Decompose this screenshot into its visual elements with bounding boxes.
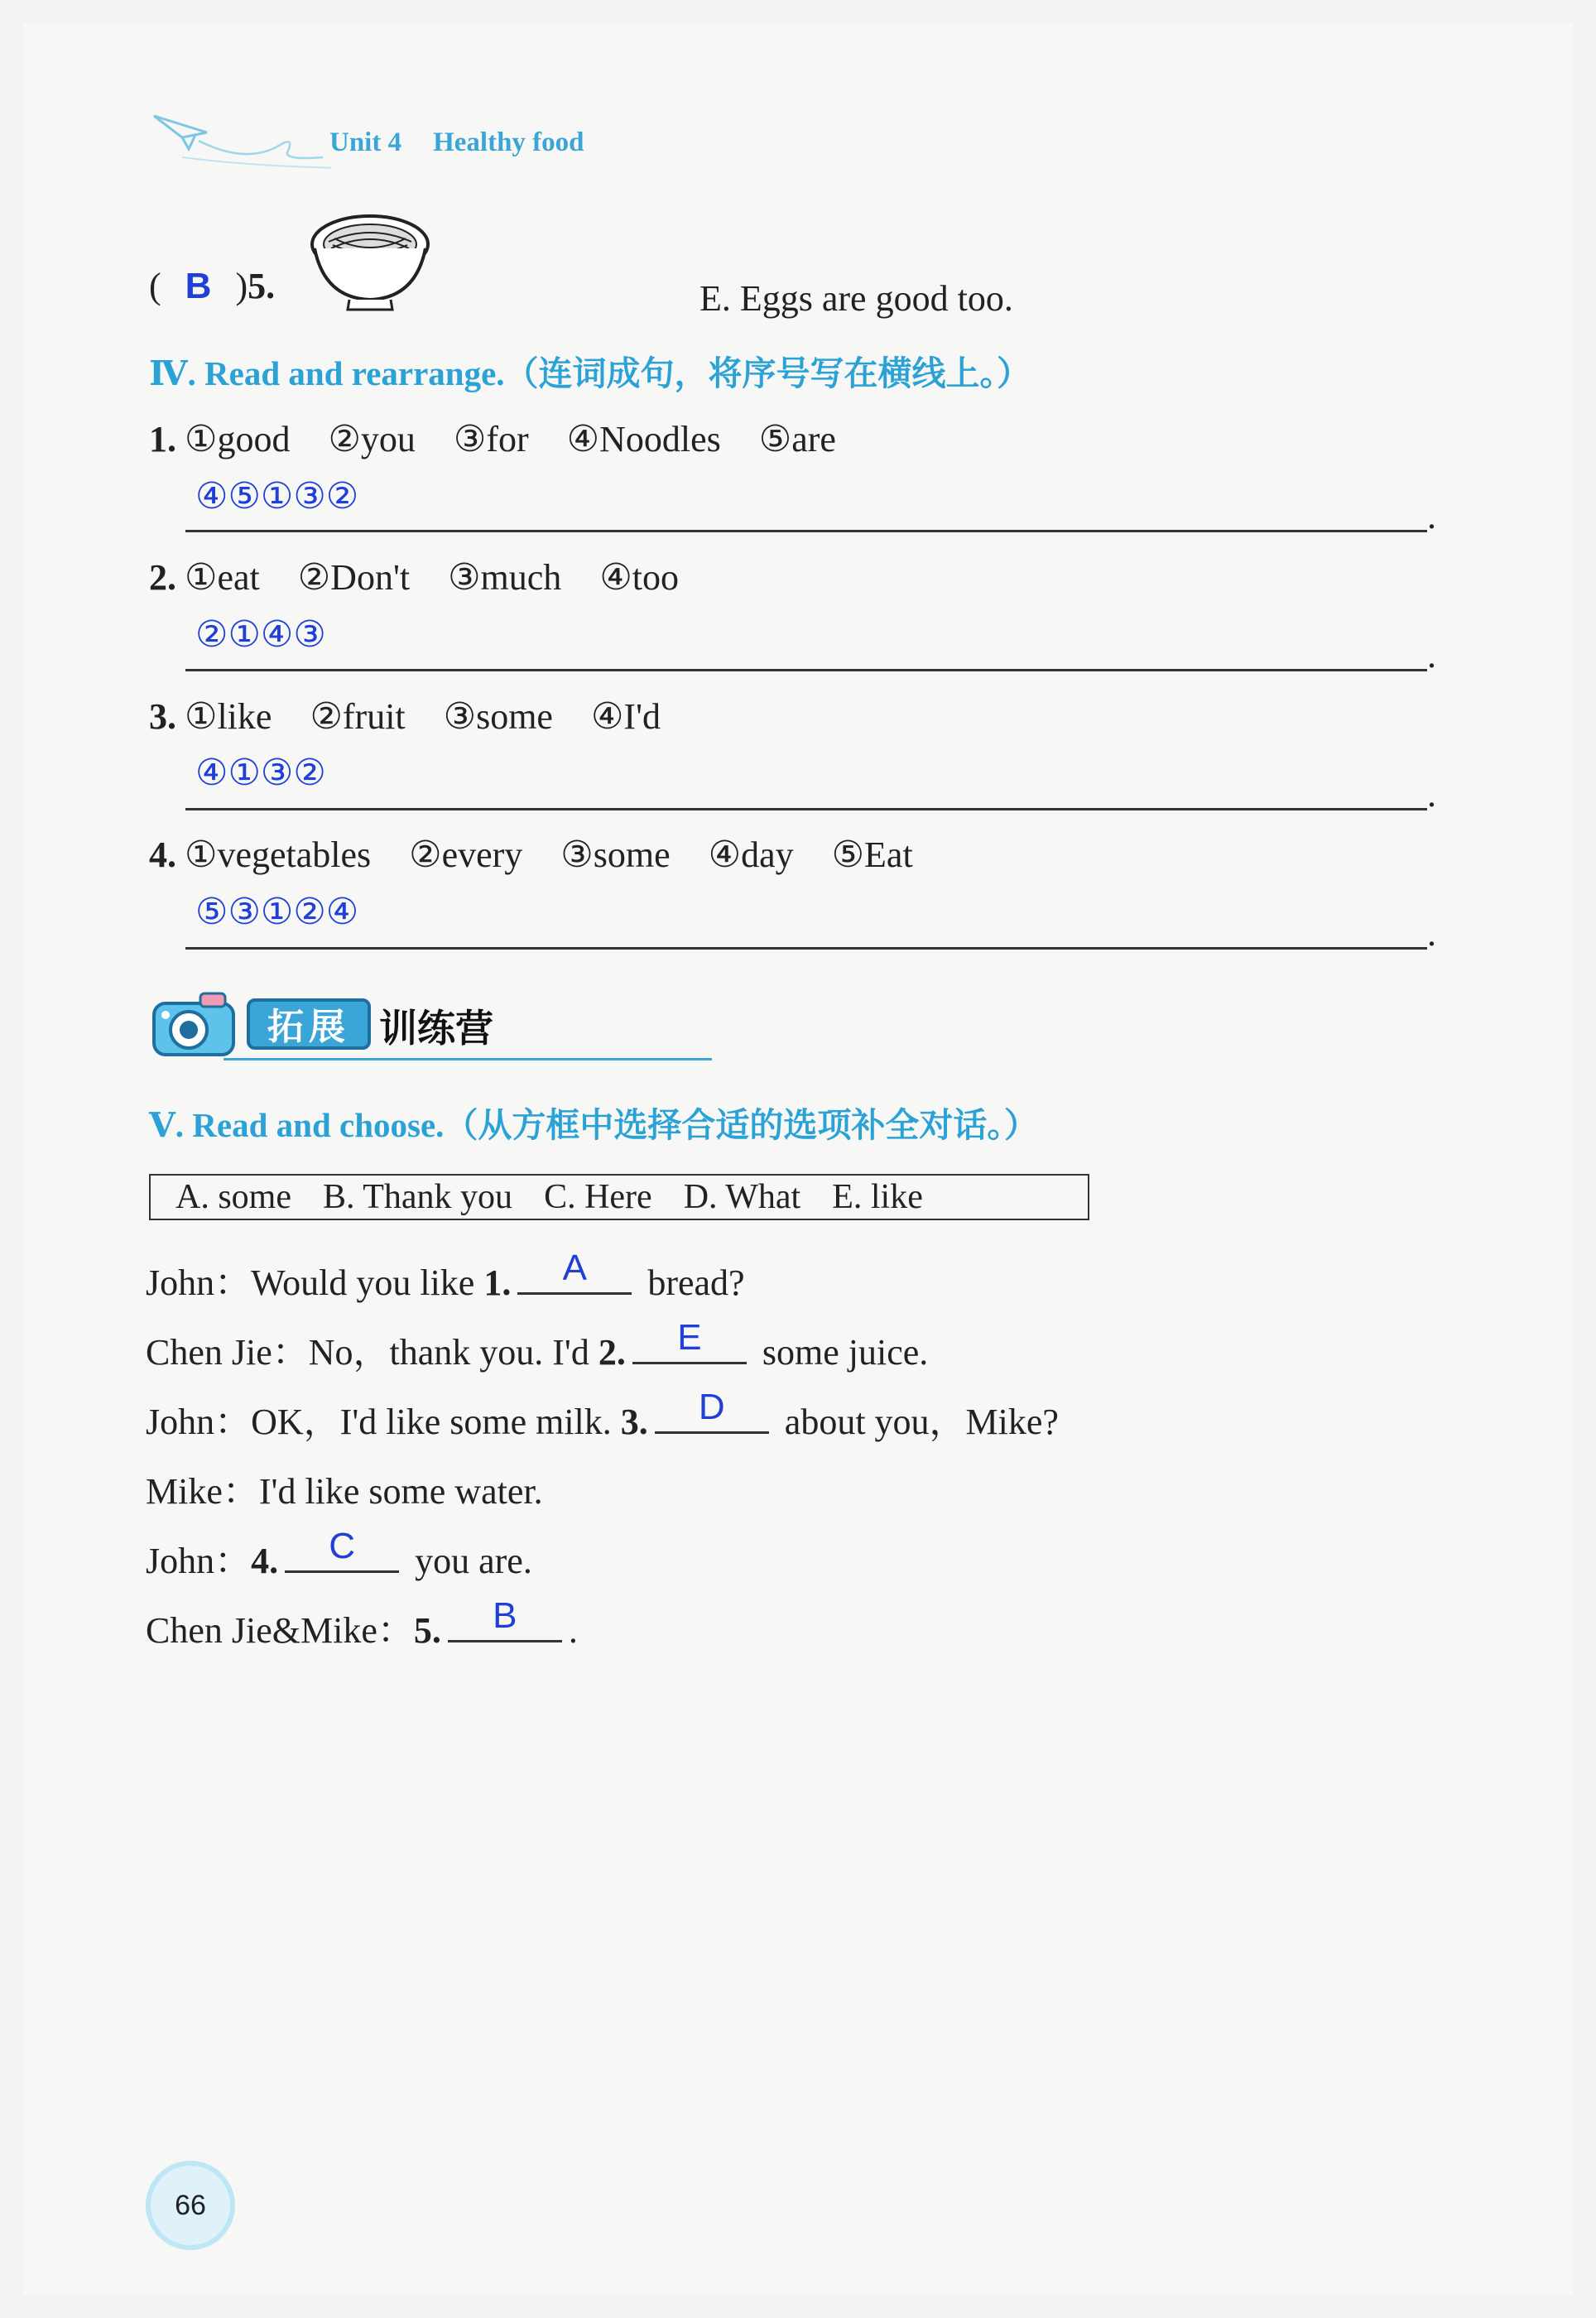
rearrange-item-1: 1. ①good ②you ③for ④Noodles ⑤are [149,419,836,459]
unit-title: Healthy food [433,127,584,157]
unit-header [149,108,646,174]
page-number: 66 [146,2161,235,2250]
dialogue-line-5: John：4. C you are. [146,1526,532,1581]
option-d: D. What [683,1178,801,1216]
option-c: C. Here [544,1178,652,1216]
answer-line-4 [185,947,1427,950]
noodle-bowl-image [308,207,432,315]
extension-training-banner [149,977,579,1068]
rearrange-item-4: 4. ①vegetables ②every ③some ④day ⑤Eat [149,834,913,875]
blank-1: A [517,1256,632,1295]
dialogue-line-4: Mike：I'd like some water. [146,1471,543,1512]
option-e: E. like [832,1178,923,1216]
rearrange-answer-3: ④①③② [195,752,326,794]
extension-badge: 拓展 [247,998,371,1050]
blank-2: E [632,1325,747,1364]
blank-4: C [285,1534,399,1573]
dialogue-line-3: John：OK，I'd like some milk. 3. D about you，Mike? [146,1387,1059,1442]
paper-plane-icon [149,108,331,174]
rearrange-answer-2: ②①④③ [195,613,326,656]
header-title [329,127,616,158]
section-5-title: Ⅴ. Read and choose.（从方框中选择合适的选项补全对话。） [149,1105,1038,1145]
unit-label: Unit 4 [329,127,402,157]
answer-line-3 [185,808,1427,810]
blank-3: D [655,1395,769,1434]
camera-icon [149,985,240,1060]
rearrange-answer-1: ④⑤①③② [195,475,359,517]
option-b: B. Thank you [323,1178,513,1216]
q5-answer: B [185,266,212,306]
training-camp-label: 训练营 [379,1006,493,1051]
banner-underline [224,1058,712,1060]
rearrange-item-2: 2. ①eat ②Don't ③much ④too [149,557,679,598]
dialogue-line-2: Chen Jie：No，thank you. I'd 2. E some juice. [146,1317,929,1373]
section-4-title: Ⅳ. Read and rearrange.（连词成句，将序号写在横线上。） [149,353,1031,393]
question-5: ( B )5. [149,266,276,306]
rearrange-answer-4: ⑤③①②④ [195,891,359,933]
blank-5: B [448,1604,562,1642]
rearrange-item-3: 3. ①like ②fruit ③some ④I'd [149,696,661,737]
option-a: A. some [175,1178,291,1216]
options-box [149,1174,1089,1220]
dialogue-line-6: Chen Jie&Mike：5. B . [146,1595,578,1651]
dialogue-line-1: John：Would you like 1. A bread? [146,1248,745,1303]
answer-line-2 [185,669,1427,671]
q5-option-e: E. Eggs are good too. [699,278,1013,319]
answer-line-1 [185,530,1427,532]
q5-number: 5. [248,266,276,306]
